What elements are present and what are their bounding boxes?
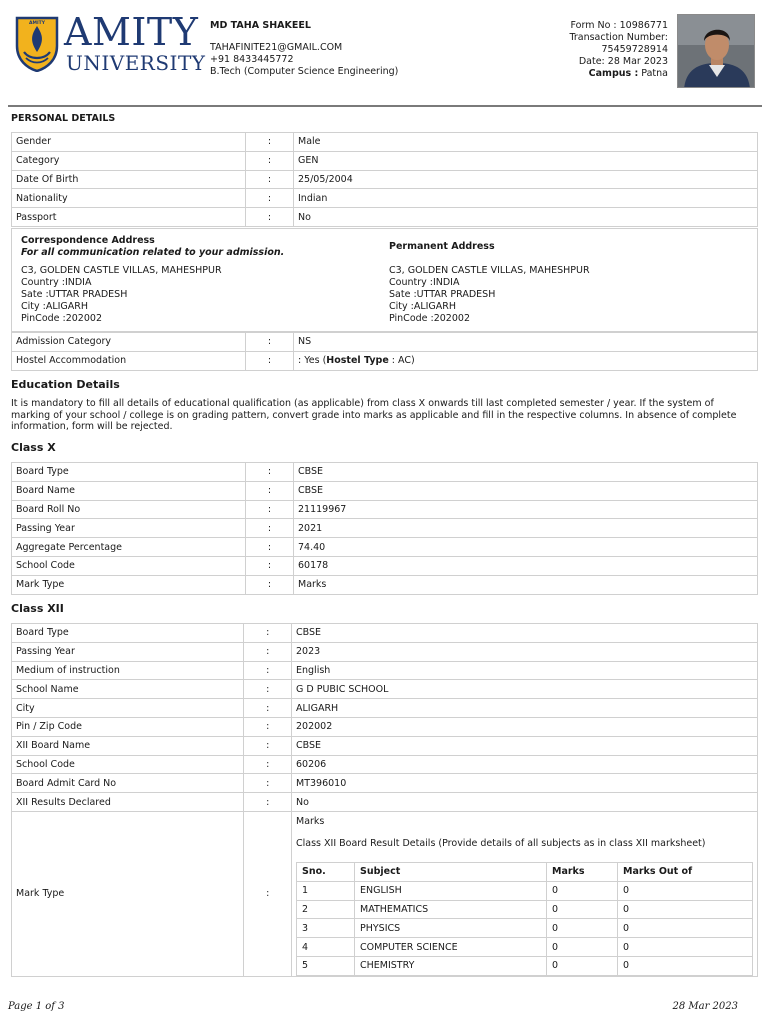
row-label: Passing Year [12,519,246,538]
row-separator: : [244,699,292,718]
campus-value: Patna [641,68,668,79]
campus [468,68,668,80]
row-label: Admission Category [12,333,246,352]
row-value: 60206 [292,755,758,774]
column-header: Sno. [297,862,355,881]
row-value: 202002 [292,717,758,736]
row-value: Indian [294,189,758,208]
row-value: G D PUBIC SCHOOL [292,680,758,699]
row-label: Category [12,151,246,170]
column-header: Subject [355,862,547,881]
table-row [12,500,758,519]
table-row [12,736,758,755]
row-label: Passport [12,208,246,227]
table-row [297,956,753,975]
table-row [12,481,758,500]
address-city: City :ALIGARH [389,301,457,312]
permanent-address [389,235,749,325]
amity-emblem-icon [14,16,60,72]
result-details-description: Class XII Board Result Details (Provide details of all subjects as in class XII marksheet) [296,837,706,849]
row-label: Board Type [12,463,246,482]
row-label: School Name [12,680,244,699]
sno-cell: 5 [297,956,355,975]
sno-cell: 1 [297,881,355,900]
row-label: Nationality [12,189,246,208]
row-label: Medium of instruction [12,661,244,680]
row-value: Marks [294,575,758,594]
marks-out-of-cell: 0 [618,938,753,957]
permanent-title: Permanent Address [389,241,495,252]
row-value: 25/05/2004 [294,170,758,189]
marks-cell-value: 0 [547,938,618,957]
row-separator: : [244,793,292,812]
address-city: City :ALIGARH [21,301,89,312]
table-row [12,208,758,227]
table-row [12,189,758,208]
row-value: GEN [294,151,758,170]
logo-text-amity: AMITY [64,10,199,54]
address-country: Country :INDIA [389,277,460,288]
row-value: ALIGARH [292,699,758,718]
hostel-type-label: Hostel Type [326,355,389,367]
row-value: CBSE [292,624,758,643]
row-value: 60178 [294,556,758,575]
row-label: Aggregate Percentage [12,538,246,557]
column-header: Marks Out of [618,862,753,881]
subjects-header-row [297,862,753,881]
row-value: MT396010 [292,774,758,793]
row-separator: : [246,463,294,482]
row-label: School Code [12,755,244,774]
marks-out-of-cell: 0 [618,956,753,975]
svg-text:AMITY: AMITY [29,21,45,26]
personal-details-table [11,132,758,227]
personal-details-title: PERSONAL DETAILS [11,113,116,124]
column-header: Marks [547,862,618,881]
amity-logo [14,10,206,76]
row-label: Hostel Accommodation [12,351,246,370]
row-value [294,351,758,370]
table-row [12,811,758,976]
marks-cell-value: 0 [547,956,618,975]
page-header [0,0,768,106]
admission-table [11,332,758,371]
student-email: TAHAFINITE21@GMAIL.COM [210,42,343,53]
correspondence-subtitle: For all communication related to your admission. [21,247,285,258]
row-value: Male [294,133,758,152]
campus-label: Campus : [588,68,639,79]
row-separator: : [246,133,294,152]
row-label: Passing Year [12,642,244,661]
row-separator: : [246,351,294,370]
row-separator: : [244,661,292,680]
row-value: CBSE [292,736,758,755]
row-label: Gender [12,133,246,152]
row-value: 2021 [294,519,758,538]
subject-cell: ENGLISH [355,881,547,900]
address-state: Sate :UTTAR PRADESH [389,289,496,300]
row-separator: : [246,170,294,189]
marks-cell-value: 0 [547,919,618,938]
row-label: XII Results Declared [12,793,244,812]
row-value: No [294,208,758,227]
marks-cell-value: 0 [547,881,618,900]
sno-cell: 3 [297,919,355,938]
row-label: Board Type [12,624,244,643]
table-row [12,699,758,718]
address-line: C3, GOLDEN CASTLE VILLAS, MAHESHPUR [21,265,222,276]
row-value: 74.40 [294,538,758,557]
table-row [12,333,758,352]
table-row [12,556,758,575]
table-row [12,151,758,170]
row-label: School Code [12,556,246,575]
table-row [12,538,758,557]
student-info [210,20,470,78]
subjects-table [296,862,753,976]
subject-cell: CHEMISTRY [355,956,547,975]
form-date: Date: 28 Mar 2023 [578,56,668,67]
row-label: Pin / Zip Code [12,717,244,736]
class-x-table [11,462,758,595]
row-separator: : [244,811,292,976]
table-row [297,881,753,900]
row-separator: : [246,575,294,594]
row-separator: : [244,680,292,699]
table-row [12,133,758,152]
address-line: C3, GOLDEN CASTLE VILLAS, MAHESHPUR [389,265,590,276]
row-separator: : [246,189,294,208]
row-value: 2023 [292,642,758,661]
row-label: Mark Type [12,811,244,976]
row-separator: : [246,208,294,227]
row-separator: : [246,333,294,352]
table-row [12,793,758,812]
row-label: Board Name [12,481,246,500]
row-separator: : [246,500,294,519]
row-separator: : [246,519,294,538]
marks-out-of-cell: 0 [618,881,753,900]
subject-cell: MATHEMATICS [355,900,547,919]
class-xii-table [11,623,758,977]
marks-out-of-cell: 0 [618,900,753,919]
hostel-prefix: : Yes ( [298,355,327,367]
address-state: Sate :UTTAR PRADESH [21,289,128,300]
table-row [12,519,758,538]
table-row [12,642,758,661]
correspondence-address [21,235,381,325]
address-block [11,228,758,332]
row-separator: : [244,717,292,736]
page-number: Page 1 of 3 [8,1001,65,1012]
header-divider [8,105,762,107]
form-meta [468,20,668,80]
class-xii-title: Class XII [11,602,64,615]
row-label: Mark Type [12,575,246,594]
address-country: Country :INDIA [21,277,92,288]
table-row [12,575,758,594]
class-x-title: Class X [11,441,56,454]
education-details-title: Education Details [11,378,120,391]
table-row [12,680,758,699]
row-value: 21119967 [294,500,758,519]
row-separator: : [244,736,292,755]
row-value: English [292,661,758,680]
row-label: Board Admit Card No [12,774,244,793]
address-pincode: PinCode :202002 [389,313,470,324]
table-row [12,661,758,680]
row-label: City [12,699,244,718]
table-row [12,755,758,774]
row-separator: : [244,755,292,774]
marks-out-of-cell: 0 [618,919,753,938]
student-photo [677,14,755,88]
row-separator: : [244,774,292,793]
table-row [12,351,758,370]
table-row [297,938,753,957]
transaction-number: 75459728914 [601,44,668,55]
student-name: MD TAHA SHAKEEL [210,20,311,31]
sno-cell: 4 [297,938,355,957]
row-separator: : [246,556,294,575]
row-separator: : [244,642,292,661]
table-row [297,919,753,938]
row-separator: : [246,481,294,500]
student-program: B.Tech (Computer Science Engineering) [210,66,399,77]
table-row [12,774,758,793]
table-row [12,170,758,189]
student-phone: +91 8433445772 [210,54,294,65]
row-separator: : [246,538,294,557]
address-pincode: PinCode :202002 [21,313,102,324]
row-separator: : [244,624,292,643]
row-value: No [292,793,758,812]
row-label: XII Board Name [12,736,244,755]
form-number: Form No : 10986771 [570,20,668,31]
correspondence-title: Correspondence Address [21,235,155,246]
row-label: Date Of Birth [12,170,246,189]
row-separator: : [246,151,294,170]
subject-cell: PHYSICS [355,919,547,938]
row-value: CBSE [294,463,758,482]
student-photo-image [678,15,755,88]
table-row [12,717,758,736]
mark-type-value: Marks [296,815,325,827]
hostel-suffix: : AC) [388,355,415,367]
education-note: It is mandatory to fill all details of educational qualification (as applicable) from class X onwards till last completed semester / year. If the system of marking of your school / college is on grading pattern, convert grade into marks as applicable and fill in the respective columns. In absence of complete information, form will be rejected. [11,398,737,433]
subject-cell: COMPUTER SCIENCE [355,938,547,957]
footer-date: 28 Mar 2023 [672,1001,738,1012]
table-row [12,463,758,482]
table-row [12,624,758,643]
row-label: Board Roll No [12,500,246,519]
row-value: CBSE [294,481,758,500]
logo-text-university: UNIVERSITY [66,51,206,75]
sno-cell: 2 [297,900,355,919]
row-value: NS [294,333,758,352]
marks-cell-value: 0 [547,900,618,919]
table-row [297,900,753,919]
marks-cell [292,811,758,976]
transaction-label: Transaction Number: [569,32,668,43]
